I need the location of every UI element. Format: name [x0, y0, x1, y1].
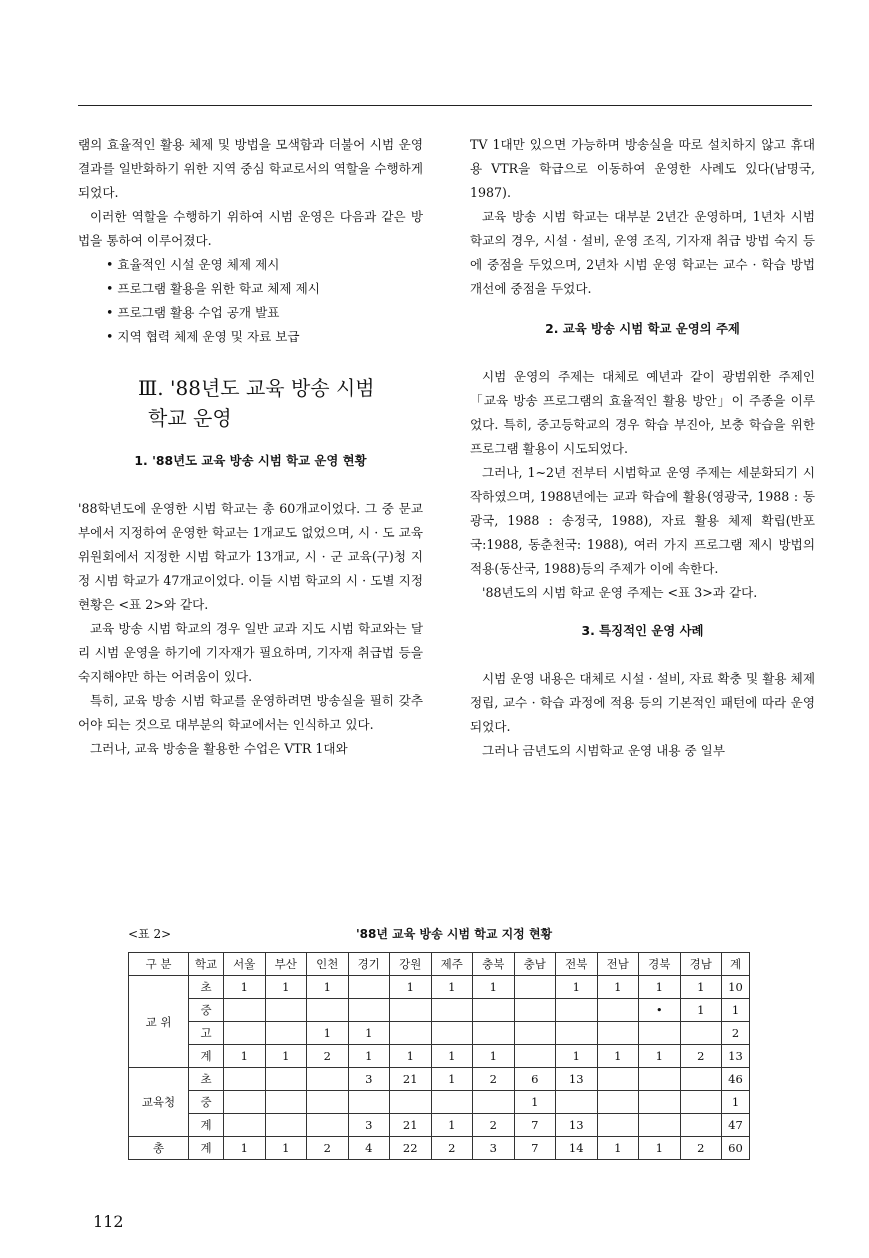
- table-cell: [556, 999, 598, 1022]
- header-rule: [78, 105, 812, 106]
- table-cell: 1: [265, 976, 307, 999]
- table-cell: 1: [307, 976, 349, 999]
- table-cell: [390, 999, 432, 1022]
- paragraph: 그러나, 1~2년 전부터 시범학교 운영 주제는 세분화되기 시작하였으며, 1988년에는 교과 학습에 활용(영광국, 1988 : 동광국, 1988 : 송정국, 1988), 자료 활용 체제 확립(반포국:1988, 동춘천국: 1988), 여러 가지 프로그램 제시 방법의 적용(동산국, 1988)등의 주제가 이에 속한다.: [470, 465, 815, 576]
- total-cell: 7: [514, 1137, 556, 1160]
- table-cell: 2: [307, 1045, 349, 1068]
- header-cell: 전북: [556, 953, 598, 976]
- table-cell: [265, 1114, 307, 1137]
- table-title: '88년 교육 방송 시범 학교 지정 현황: [356, 927, 553, 941]
- table-cell: 1: [556, 976, 598, 999]
- header-cell: 인천: [307, 953, 349, 976]
- table-cell: [224, 1022, 266, 1045]
- paragraph: 특히, 교육 방송 시범 학교를 운영하려면 방송실을 필히 갖추어야 되는 것으로 대부분의 학교에서는 인식하고 있다.: [78, 693, 423, 732]
- total-cell: 14: [556, 1137, 598, 1160]
- table-cell: [348, 999, 390, 1022]
- header-cell: 서울: [224, 953, 266, 976]
- table-cell: 1: [473, 1045, 515, 1068]
- table-cell: 7: [514, 1114, 556, 1137]
- paragraph: 시범 운영 내용은 대체로 시설 · 설비, 자료 확충 및 활용 체제 정립, 교수 · 학습 과정에 적용 등의 기본적인 패턴에 따라 운영되었다.: [470, 671, 815, 734]
- table-cell: [224, 1091, 266, 1114]
- table-total-row: [129, 1137, 750, 1160]
- table-cell: [224, 999, 266, 1022]
- table-cell: 1: [265, 1045, 307, 1068]
- table-cell: 10: [722, 976, 750, 999]
- table-cell: [514, 976, 556, 999]
- table-cell: 1: [597, 976, 639, 999]
- table-row: [129, 1114, 750, 1137]
- table-cell: [431, 999, 473, 1022]
- table-row: [129, 1045, 750, 1068]
- table-cell: 1: [639, 1045, 681, 1068]
- table-cell: 1: [722, 999, 750, 1022]
- table-cell: [431, 1091, 473, 1114]
- right-column: [470, 133, 815, 763]
- header-cell: 제주: [431, 953, 473, 976]
- table-row: [129, 999, 750, 1022]
- paragraph: 이러한 역할을 수행하기 위하여 시범 운영은 다음과 같은 방법을 통하여 이루어졌다.: [78, 209, 423, 248]
- table-cell: [473, 1022, 515, 1045]
- row-label-cell: 초: [189, 1068, 224, 1091]
- total-label-b: 계: [189, 1137, 224, 1160]
- total-cell: 1: [639, 1137, 681, 1160]
- table-cell: 13: [722, 1045, 750, 1068]
- total-cell: 2: [307, 1137, 349, 1160]
- table-cell: [265, 1068, 307, 1091]
- table-cell: 1: [224, 1045, 266, 1068]
- header-cell: 학교: [189, 953, 224, 976]
- header-cell: 경기: [348, 953, 390, 976]
- header-cell: 경북: [639, 953, 681, 976]
- table-cell: 6: [514, 1068, 556, 1091]
- table-cell: 1: [348, 1045, 390, 1068]
- row-label-cell: 고: [189, 1022, 224, 1045]
- section-title-line1: Ⅲ. '88년도 교육 방송 시범: [138, 376, 375, 400]
- table-cell: [556, 1091, 598, 1114]
- table-cell: [680, 1114, 722, 1137]
- subsection-heading: 1. '88년도 교육 방송 시범 학교 운영 현황: [134, 453, 367, 468]
- header-cell: 강원: [390, 953, 432, 976]
- header-cell: 충북: [473, 953, 515, 976]
- table-cell: [307, 1068, 349, 1091]
- paragraph: '88학년도에 운영한 시범 학교는 총 60개교이었다. 그 중 문교부에서 지정하여 운영한 학교는 1개교도 없었으며, 시 · 도 교육위원회에서 지정한 시범 학교가 13개교, 시 · 군 교육(구)청 지정 시범 학교가 47개교이었다. 이들 시범 학교의 시 · 도별 지정 현황은 <표 2>와 같다.: [78, 501, 423, 612]
- table-cell: 1: [431, 1068, 473, 1091]
- section-title-line2: 학교 운영: [148, 406, 232, 430]
- total-cell: 4: [348, 1137, 390, 1160]
- total-label-a: 총: [129, 1137, 189, 1160]
- table-label: <표 2>: [128, 927, 172, 941]
- table-cell: 3: [348, 1114, 390, 1137]
- table-cell: 2: [473, 1068, 515, 1091]
- table-cell: [639, 1114, 681, 1137]
- header-cell: 부산: [265, 953, 307, 976]
- row-label-cell: 초: [189, 976, 224, 999]
- table-cell: 2: [722, 1022, 750, 1045]
- table-cell: [431, 1022, 473, 1045]
- table-cell: 47: [722, 1114, 750, 1137]
- table-row: [129, 1068, 750, 1091]
- left-column: [78, 133, 423, 761]
- table-cell: 13: [556, 1068, 598, 1091]
- table-cell: 1: [224, 976, 266, 999]
- table-row: [129, 1091, 750, 1114]
- table-cell: 2: [680, 1045, 722, 1068]
- header-cell: 경남: [680, 953, 722, 976]
- table-cell: [680, 1068, 722, 1091]
- header-cell: 구 분: [129, 953, 189, 976]
- total-cell: 1: [597, 1137, 639, 1160]
- total-cell: 60: [722, 1137, 750, 1160]
- table-cell: [307, 1091, 349, 1114]
- paragraph: '88년도의 시범 학교 운영 주제는 <표 3>과 같다.: [482, 585, 758, 600]
- designation-table: [128, 952, 750, 1160]
- table-row: [129, 1022, 750, 1045]
- table-cell: 2: [473, 1114, 515, 1137]
- table-cell: 1: [639, 976, 681, 999]
- total-cell: 2: [431, 1137, 473, 1160]
- table-cell: [224, 1068, 266, 1091]
- table-cell: [390, 1022, 432, 1045]
- paragraph: 교육 방송 시범 학교는 대부분 2년간 운영하며, 1년차 시범 학교의 경우, 시설 · 설비, 운영 조직, 기자재 취급 방법 숙지 등에 중점을 두었으며, 2년차 시범 운영 학교는 교수 · 학습 방법 개선에 중점을 두었다.: [470, 209, 815, 296]
- table-cell: [473, 1091, 515, 1114]
- table-cell: [680, 1022, 722, 1045]
- table-cell: •: [639, 999, 681, 1022]
- table-cell: 21: [390, 1068, 432, 1091]
- table-cell: [639, 1068, 681, 1091]
- header-cell: 충남: [514, 953, 556, 976]
- table-cell: [597, 1114, 639, 1137]
- row-label-cell: 중: [189, 1091, 224, 1114]
- table-cell: 1: [597, 1045, 639, 1068]
- total-cell: 3: [473, 1137, 515, 1160]
- bullet-item: • 지역 협력 체제 운영 및 자료 보급: [106, 329, 300, 344]
- table-cell: [639, 1091, 681, 1114]
- paragraph: TV 1대만 있으면 가능하며 방송실을 따로 설치하지 않고 휴대용 VTR을 학급으로 이동하여 운영한 사례도 있다(남명국, 1987).: [470, 137, 815, 200]
- section-title: [78, 373, 423, 433]
- table-cell: [348, 1091, 390, 1114]
- table-cell: 1: [680, 976, 722, 999]
- table-cell: 1: [514, 1091, 556, 1114]
- group-label-cell: 교 위: [129, 976, 189, 1068]
- row-label-cell: 계: [189, 1114, 224, 1137]
- table-cell: [556, 1022, 598, 1045]
- table-cell: 21: [390, 1114, 432, 1137]
- paragraph: 그러나 금년도의 시범학교 운영 내용 중 일부: [482, 743, 725, 758]
- table-cell: 1: [390, 976, 432, 999]
- total-cell: 1: [265, 1137, 307, 1160]
- group-label-cell: 교육청: [129, 1068, 189, 1137]
- total-cell: 1: [224, 1137, 266, 1160]
- table-cell: [265, 999, 307, 1022]
- table-cell: 1: [431, 1114, 473, 1137]
- table-cell: [680, 1091, 722, 1114]
- table-cell: [390, 1091, 432, 1114]
- total-cell: 22: [390, 1137, 432, 1160]
- table-cell: [514, 999, 556, 1022]
- table-cell: 1: [390, 1045, 432, 1068]
- table-cell: 13: [556, 1114, 598, 1137]
- table-header-row: [129, 953, 750, 976]
- bullet-item: • 프로그램 활용을 위한 학교 체제 제시: [106, 281, 320, 296]
- table-cell: 1: [473, 976, 515, 999]
- table-cell: [597, 1068, 639, 1091]
- table-cell: 1: [307, 1022, 349, 1045]
- header-cell: 전남: [597, 953, 639, 976]
- table-cell: [307, 999, 349, 1022]
- bullet-item: • 프로그램 활용 수업 공개 발표: [106, 305, 280, 320]
- paragraph: 시범 운영의 주제는 대체로 예년과 같이 광범위한 주제인 「교육 방송 프로그램의 효율적인 활용 방안」이 주종을 이루었다. 특히, 중고등학교의 경우 학습 부진아, 보충 학습을 위한 프로그램 활용이 시도되었다.: [470, 369, 815, 456]
- table-cell: 1: [556, 1045, 598, 1068]
- table-cell: [597, 999, 639, 1022]
- paragraph: 그러나, 교육 방송을 활용한 수업은 VTR 1대와: [90, 741, 348, 756]
- table-cell: 46: [722, 1068, 750, 1091]
- table-cell: [473, 999, 515, 1022]
- table-cell: 1: [431, 976, 473, 999]
- page-number: 112: [93, 1212, 124, 1231]
- paragraph: 교육 방송 시범 학교의 경우 일반 교과 지도 시범 학교와는 달리 시범 운영을 하기에 기자재가 필요하며, 기자재 취급법 등을 숙지해야만 하는 어려움이 있다.: [78, 621, 423, 684]
- paragraph: 램의 효율적인 활용 체제 및 방법을 모색함과 더불어 시범 운영 결과를 일반화하기 위한 지역 중심 학교로서의 역할을 수행하게 되었다.: [78, 137, 423, 200]
- table-cell: [514, 1022, 556, 1045]
- table-cell: [265, 1022, 307, 1045]
- table-cell: 1: [680, 999, 722, 1022]
- table-cell: [307, 1114, 349, 1137]
- table-cell: 1: [431, 1045, 473, 1068]
- table-cell: [224, 1114, 266, 1137]
- table-cell: 3: [348, 1068, 390, 1091]
- table-cell: [597, 1022, 639, 1045]
- subsection-heading: 3. 특징적인 운영 사례: [581, 623, 704, 638]
- table-cell: [348, 976, 390, 999]
- table-cell: [597, 1091, 639, 1114]
- table-cell: [265, 1091, 307, 1114]
- table-cell: 1: [722, 1091, 750, 1114]
- row-label-cell: 중: [189, 999, 224, 1022]
- row-label-cell: 계: [189, 1045, 224, 1068]
- table-cell: [639, 1022, 681, 1045]
- table-cell: [514, 1045, 556, 1068]
- table-cell: 1: [348, 1022, 390, 1045]
- table-row: [129, 976, 750, 999]
- total-cell: 2: [680, 1137, 722, 1160]
- subsection-heading: 2. 교육 방송 시범 학교 운영의 주제: [545, 321, 740, 336]
- bullet-item: • 효율적인 시설 운영 체제 제시: [106, 257, 280, 272]
- header-cell: 계: [722, 953, 750, 976]
